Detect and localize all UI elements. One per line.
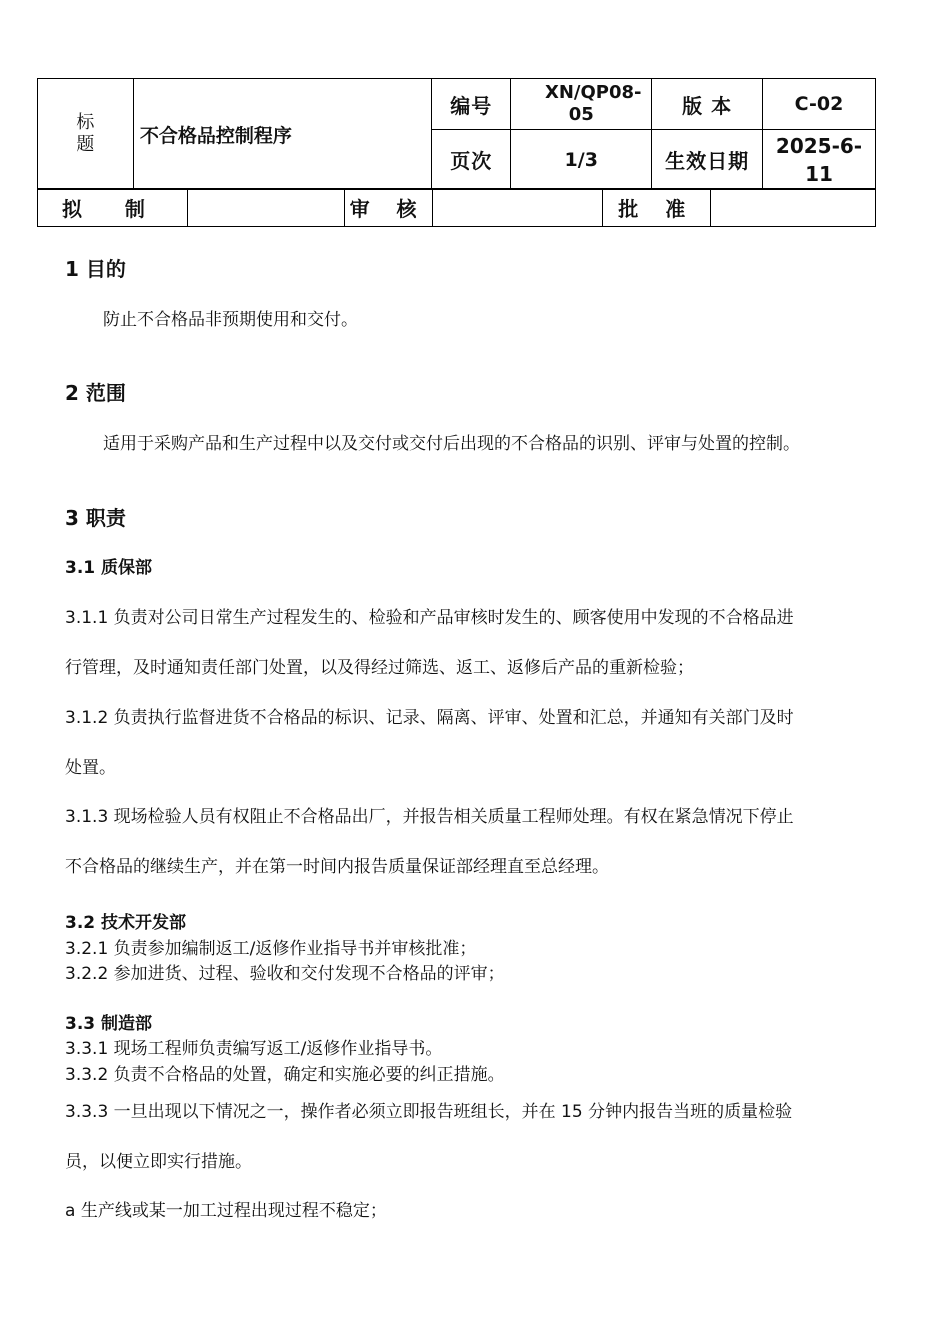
- effective-date-line1: 2025-6-: [775, 133, 863, 158]
- effective-date: [763, 130, 876, 190]
- review-label: 审 核: [344, 189, 432, 227]
- title-label-char-2: 题: [76, 134, 95, 155]
- section-3-3-title: 3.3 制造部: [65, 1014, 153, 1034]
- doc-number-line1: XN/QP08-: [544, 82, 642, 103]
- draft-label: 拟 制: [38, 189, 188, 227]
- version-label: 版 本: [652, 79, 763, 130]
- title-label-char-1: 标: [76, 112, 95, 133]
- doc-number: [511, 79, 652, 130]
- clause-3-2-1: 3.2.1 负责参加编制返工/返修作业指导书并审核批准；: [65, 939, 477, 959]
- approve-label: 批 准: [603, 189, 711, 227]
- page-value: 1/3: [511, 130, 652, 190]
- page-label: 页次: [432, 130, 511, 190]
- version-value: C-02: [763, 79, 876, 130]
- section-2-title: 2 范围: [65, 381, 126, 405]
- effective-date-line2: 11: [805, 161, 833, 186]
- document-header-table: [37, 78, 876, 190]
- doc-number-line2: 05: [568, 104, 594, 125]
- clause-3-3-1: 3.3.1 现场工程师负责编写返工/返修作业指导书。: [65, 1039, 443, 1059]
- review-signature-field: [432, 189, 603, 227]
- approve-signature-field: [711, 189, 876, 227]
- clause-3-1-1-line1: 3.1.1 负责对公司日常生产过程发生的、检验和产品审核时发生的、顾客使用中发现的不合格品进: [65, 608, 794, 628]
- clause-3-1-3-line2: 不合格品的继续生产，并在第一时间内报告质量保证部经理直至总经理。: [65, 857, 609, 877]
- effective-date-label: 生效日期: [652, 130, 763, 190]
- item-a: a 生产线或某一加工过程出现过程不稳定；: [65, 1201, 387, 1221]
- clause-3-1-2-line2: 处置。: [65, 758, 116, 778]
- clause-3-3-2: 3.3.2 负责不合格品的处置，确定和实施必要的纠正措施。: [65, 1065, 505, 1085]
- draft-signature-field: [187, 189, 344, 227]
- clause-3-2-2: 3.2.2 参加进货、过程、验收和交付发现不合格品的评审；: [65, 964, 505, 984]
- clause-3-3-3-line1: 3.3.3 一旦出现以下情况之一，操作者必须立即报告班组长，并在 15 分钟内报告当班的质量检验: [65, 1102, 793, 1122]
- document-title: 不合格品控制程序: [133, 79, 432, 190]
- section-1-text: 防止不合格品非预期使用和交付。: [103, 310, 358, 330]
- section-1-title: 1 目的: [65, 257, 126, 281]
- clause-3-1-2-line1: 3.1.2 负责执行监督进货不合格品的标识、记录、隔离、评审、处置和汇总，并通知有关部门及时: [65, 708, 794, 728]
- clause-3-1-3-line1: 3.1.3 现场检验人员有权阻止不合格品出厂，并报告相关质量工程师处理。有权在紧急情况下停止: [65, 807, 794, 827]
- approval-table: [37, 188, 876, 227]
- section-2-text: 适用于采购产品和生产过程中以及交付或交付后出现的不合格品的识别、评审与处置的控制。: [103, 434, 800, 454]
- section-3-title: 3 职责: [65, 506, 126, 530]
- section-3-2-title: 3.2 技术开发部: [65, 913, 187, 933]
- title-label: [38, 79, 134, 190]
- section-3-1-title: 3.1 质保部: [65, 558, 153, 578]
- doc-number-label: 编号: [432, 79, 511, 130]
- clause-3-1-1-line2: 行管理，及时通知责任部门处置，以及得经过筛选、返工、返修后产品的重新检验；: [65, 658, 694, 678]
- clause-3-3-3-line2: 员，以便立即实行措施。: [65, 1152, 252, 1172]
